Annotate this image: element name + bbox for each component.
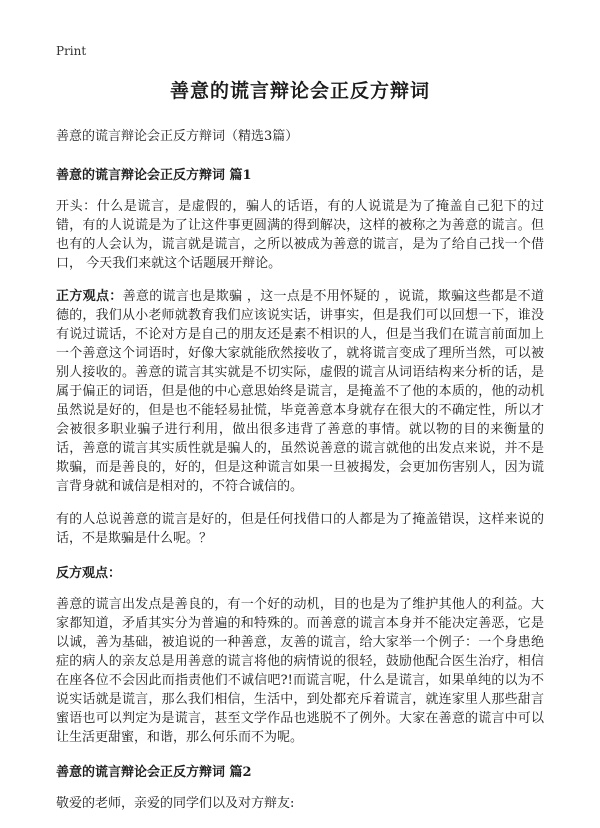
section-2-opening: 敬爱的老师，亲爱的同学们以及对方辩友:	[56, 796, 295, 811]
section-1-heading: 善意的谎言辩论会正反方辩词 篇1	[56, 168, 252, 183]
pro-text: 善意的谎言也是欺骗 ，这一点是不用怀疑的 ，说谎，欺骗这些都是不道德的，我们从小老师就教育我们应该说实话，讲事实，但是我们可以回想一下，谁没有说过谎话，不论对方是自己的朋友还是素不相识的人，但是当我们在谎言前面加上一个善意这个词语时，好像大家就能欣然接收了，就将谎言变成了理所当然，可以被别人接收的。善意的谎言其实就是不切实际，虚假的谎言从词语结构来分析的话，是属于偏正的词语，但是他的中心意思始终是谎言，是掩盖不了他的本质的，他的动机虽然说是好的，但是也不能轻易扯慌，毕竟善意本身就存在很大的不确定性，所以才会被很多职业骗子进行利用，做出很多违背了善意的事情。就以物的目的来衡量的话，善意的谎言其实质性就是骗人的，虽然说善意的谎言就他的出发点来说，并不是欺骗，而是善良的，好的，但是这种谎言如果一旦被揭发，会更加伤害别人，因为谎言背身就和诚信是相对的，不符合诚信的。	[56, 289, 544, 494]
con-argument-paragraph: 善意的谎言出发点是善良的，有一个好的动机，目的也是为了维护其他人的利益。大家都知道，矛盾其实分为普遍的和特殊的。而善意的谎言本身并不能决定善恶，它是以诚，善为基础，被追说的一种善意，友善的谎言，给大家举一个例子：一个身患绝症的病人的亲友总是用善意的谎言将他的病情说的很轻，鼓励他配合医生治疗，相信在座各位不会因此而指责他们不诚信吧?!而谎言呢，什么是谎言，如果单纯的以为不说实话就是谎言，那么我们相信，生活中，到处都充斥着谎言，就连家里人那些甜言蜜语也可以判定为是谎言，甚至文学作品也逃脱不了例外。大家在善意的谎言中可以让生活更甜蜜，和谐，那么何乐而不为呢。	[56, 597, 544, 745]
con-label: 反方观点：	[56, 566, 122, 581]
document-subtitle: 善意的谎言辩论会正反方辩词（精选3篇）	[56, 129, 299, 144]
section-2-heading: 善意的谎言辩论会正反方辩词 篇2	[56, 765, 252, 780]
document-title: 善意的谎言辩论会正反方辩词	[169, 80, 430, 102]
opening-paragraph: 开头：什么是谎言，是虚假的，骗人的话语，有的人说谎是为了掩盖自己犯下的过错，有的人说谎是为了让这件事更圆满的得到解决，这样的被称之为善意的谎言。但也有的人会认为，谎言就是谎言，之所以被成为善意的谎言，是为了给自己找一个借口， 今天我们来就这个话题展开辩论。	[56, 199, 544, 271]
pro-label: 正方观点：	[56, 289, 123, 304]
pro-argument-paragraph	[56, 287, 544, 496]
print-link[interactable]: Print	[56, 44, 87, 58]
pro-closing-paragraph: 有的人总说善意的谎言是好的，但是任何找借口的人都是为了掩盖错误，这样来说的话，不是欺骗是什么呢。？	[56, 512, 544, 546]
